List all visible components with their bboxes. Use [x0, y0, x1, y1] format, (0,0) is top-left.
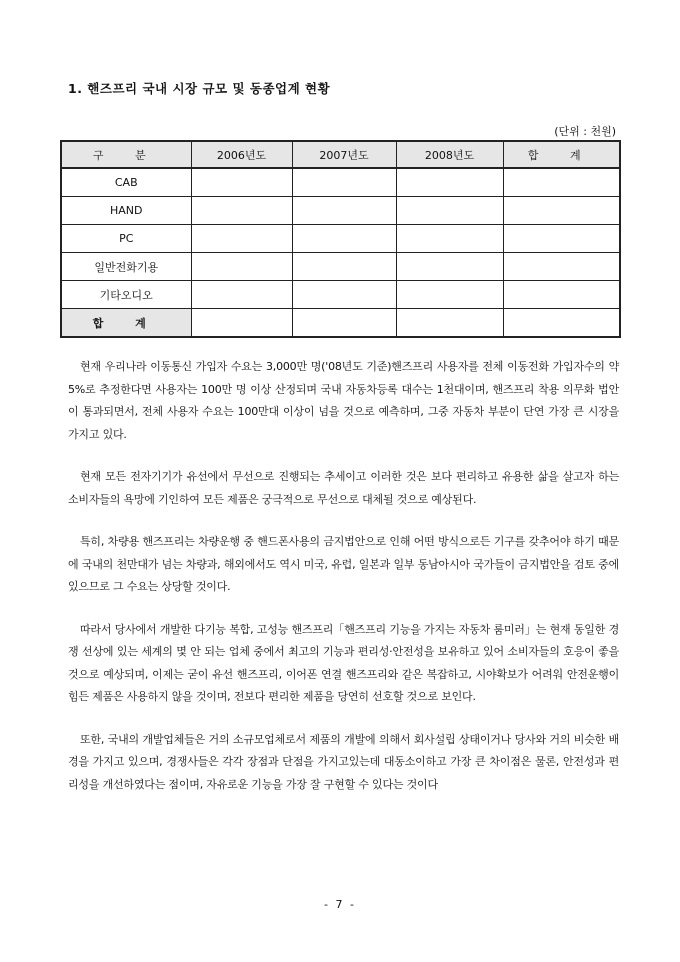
header-total: 합 계: [503, 141, 620, 168]
table-cell: [396, 253, 503, 281]
table-cell: [503, 281, 620, 309]
table-cell: [292, 281, 396, 309]
row-label: 일반전화기용: [61, 253, 191, 281]
row-label: PC: [61, 225, 191, 253]
table-cell: [396, 309, 503, 338]
table-row: [61, 168, 620, 197]
table-total-row: [61, 309, 620, 338]
table-row: [61, 225, 620, 253]
table-cell: [396, 168, 503, 197]
table-cell: [503, 168, 620, 197]
table-cell: [503, 309, 620, 338]
table-header-row: [61, 141, 620, 168]
table-cell: [292, 225, 396, 253]
table-cell: [292, 197, 396, 225]
table-cell: [396, 225, 503, 253]
paragraph: 현재 우리나라 이동통신 가입자 수요는 3,000만 명('08년도 기준)핸즈프리 사용자를 전체 이동전화 가입자수의 약5%로 추정한다면 사용자는 100만 명 이상 산정되며 국내 자동차등록 대수는 1천대이며, 핸즈프리 착용 의무화 법안이 통과되면서, 전체 사용자 수요는 100만대 이상이 넘을 것으로 예측하며, 그중 자동차 부분이 단연 가장 큰 시장을 가지고 있다.: [68, 360, 619, 441]
paragraph: 또한, 국내의 개발업체들은 거의 소규모업체로서 제품의 개발에 의해서 회사설립 상태이거나 당사와 거의 비슷한 배경을 가지고 있으며, 경쟁사들은 각각 장점과 단점을 가지고있는데 대동소이하고 가장 큰 차이점은 물론, 안전성과 편리성을 개선하였다는 점이며, 자유로운 기능을 가장 잘 구현할 수 있다는 것이다: [68, 732, 619, 791]
table-cell: [396, 197, 503, 225]
table-cell: [503, 225, 620, 253]
table-cell: [292, 168, 396, 197]
paragraph: 현재 모든 전자기기가 유선에서 무선으로 진행되는 추세이고 이러한 것은 보다 편리하고 유용한 삶을 살고자 하는 소비자들의 욕망에 기인하여 모든 제품은 궁극적으로 무선으로 대체될 것으로 예상된다.: [68, 470, 619, 506]
table-cell: [503, 253, 620, 281]
paragraph: 따라서 당사에서 개발한 다기능 복합, 고성능 핸즈프리「핸즈프리 기능을 가지는 자동차 룸미러」는 현재 동일한 경쟁 선상에 있는 세계의 몇 안 되는 업체 중에서 최고의 기능과 편리성·안전성을 보유하고 있어 소비자들의 호응이 좋을 것으로 예상되며, 이제는 굳이 유선 핸즈프리, 이어폰 연결 핸즈프리와 같은 복잡하고, 시야확보가 어려워 안전운행이 힘든 제품은 사용하지 않을 것이며, 전보다 편리한 제품을 당연히 선호할 것으로 보인다.: [68, 622, 619, 703]
page-number: - 7 -: [324, 898, 356, 911]
row-label: HAND: [61, 197, 191, 225]
table-cell: [191, 225, 292, 253]
market-size-table: [60, 140, 621, 338]
total-row-label: 합 계: [61, 309, 191, 338]
row-label: CAB: [61, 168, 191, 197]
section-title: 1. 핸즈프리 국내 시장 규모 및 동종업계 현황: [68, 81, 331, 96]
header-2008: 2008년도: [396, 141, 503, 168]
table-cell: [191, 168, 292, 197]
table-cell: [191, 197, 292, 225]
table-cell: [191, 281, 292, 309]
header-2007: 2007년도: [292, 141, 396, 168]
body-text: [68, 356, 619, 816]
paragraph: 특히, 차량용 핸즈프리는 차량운행 중 핸드폰사용의 금지법안으로 인해 어떤 방식으로든 기구를 갖추어야 하기 때문에 국내의 천만대가 넘는 차량과, 해외에서도 역시 미국, 유럽, 일본과 일부 동남아시아 국가들이 금지법안을 검토 중에 있으므로 그 수요는 상당할 것이다.: [68, 535, 619, 593]
row-label: 기타오디오: [61, 281, 191, 309]
table-cell: [292, 309, 396, 338]
table-cell: [396, 281, 503, 309]
table-row: [61, 253, 620, 281]
table-cell: [191, 253, 292, 281]
header-category: 구 분: [61, 141, 191, 168]
table-row: [61, 197, 620, 225]
unit-note: (단위 : 천원): [554, 125, 616, 138]
table-row: [61, 281, 620, 309]
table-cell: [292, 253, 396, 281]
table-cell: [503, 197, 620, 225]
table-cell: [191, 309, 292, 338]
header-2006: 2006년도: [191, 141, 292, 168]
